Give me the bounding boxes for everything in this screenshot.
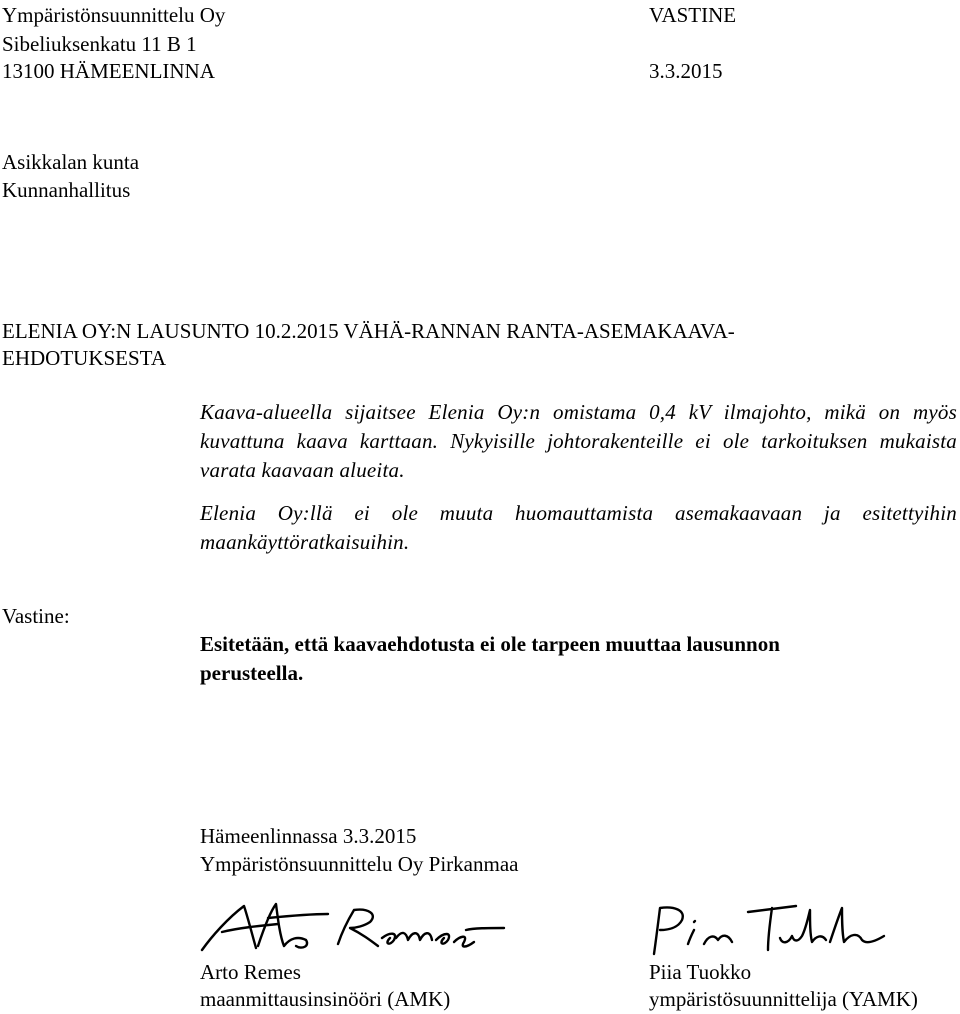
signature-arto-remes <box>198 898 518 958</box>
response-text: Esitetään, että kaavaehdotusta ei ole tarpeen muuttaa lausunnon perusteella. <box>200 632 780 685</box>
statement-paragraph-1: Kaava-alueella sijaitsee Elenia Oy:n omistama 0,4 kV ilmajohto, mikä on myös kuvattuna kaava karttaan. Nykyisille johtorakenteille ei ole tarkoituksen mukaista varata kaavaan alueita. <box>200 400 957 482</box>
sender-city: 13100 HÄMEENLINNA <box>2 59 215 83</box>
closing-place-date: Hämeenlinnassa 3.3.2015 <box>200 824 417 848</box>
recipient-org: Asikkalan kunta <box>2 150 140 174</box>
statement-paragraph-2: Elenia Oy:llä ei ole muuta huomauttamista asemakaavaan ja esitettyihin maankäyttöratkaisuihin. <box>200 501 957 554</box>
subject-line-2: EHDOTUKSESTA <box>2 346 166 370</box>
signatory-2-title: ympäristösuunnittelija (YAMK) <box>649 987 918 1011</box>
sender-name: Ympäristönsuunnittelu Oy <box>2 3 226 27</box>
document-date: 3.3.2015 <box>649 59 723 83</box>
subject-line-1: ELENIA OY:N LAUSUNTO 10.2.2015 VÄHÄ-RANNAN RANTA-ASEMAKAAVA- <box>2 319 735 343</box>
signatory-1-title: maanmittausinsinööri (AMK) <box>200 987 451 1011</box>
document-type: VASTINE <box>649 3 737 27</box>
sender-street: Sibeliuksenkatu 11 B 1 <box>2 32 197 56</box>
signatory-1-name: Arto Remes <box>200 960 301 984</box>
signature-piia-tuokko <box>646 900 896 958</box>
recipient-body: Kunnanhallitus <box>2 178 131 202</box>
signatory-2-name: Piia Tuokko <box>649 960 752 984</box>
closing-company: Ympäristönsuunnittelu Oy Pirkanmaa <box>200 852 519 876</box>
response-label: Vastine: <box>2 604 70 628</box>
